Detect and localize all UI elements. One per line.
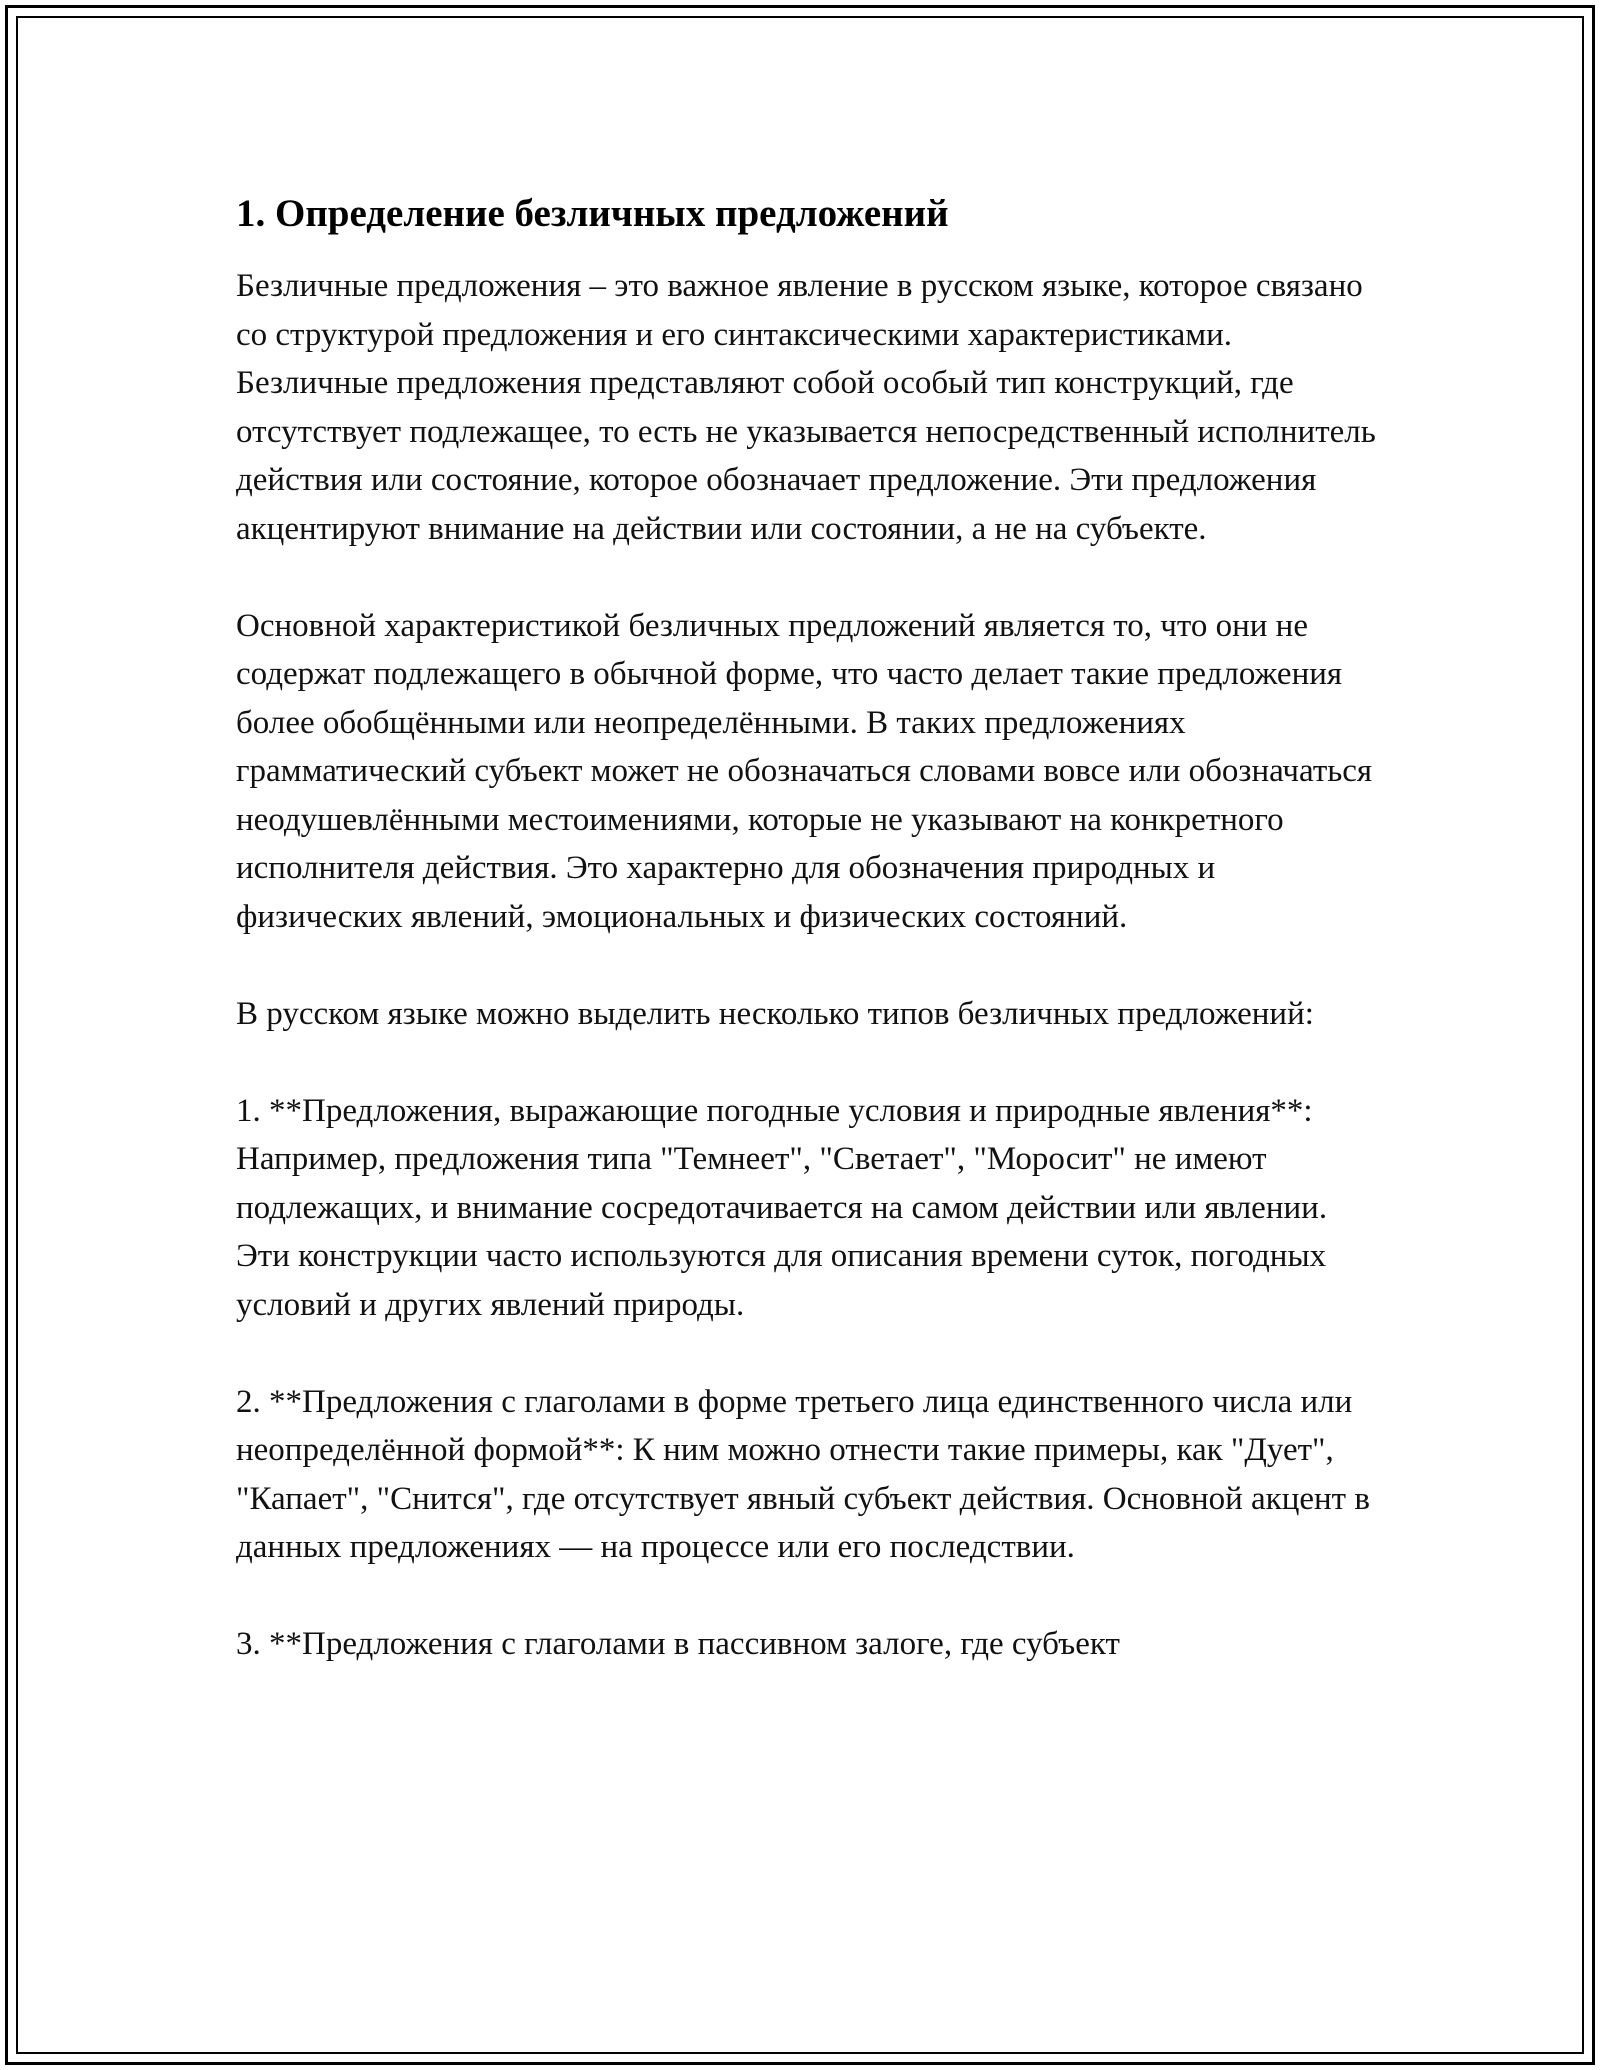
list-item-third-person: 2. **Предложения с глаголами в форме третьего лица единственного числа или неопределённой формой**: К ним можно отнести такие примеры, как "Дует", "Капает", "Снится", где отсутствует явный субъект действия. Основной акцент в данных предложениях — на процессе или его последствии.: [236, 1383, 1370, 1565]
list-item-weather: 1. **Предложения, выражающие погодные условия и природные явления**: Например, предложения типа "Темнеет", "Светает", "Моросит" не имеют подлежащих, и внимание сосредотачивается на самом действии или явлении. Эти конструкции часто используются для описания времени суток, погодных условий и других явлений природы.: [236, 1092, 1328, 1323]
paragraph-definition: Безличные предложения – это важное явление в русском языке, которое связано со структурой предложения и его синтаксическими характеристиками. Безличные предложения представляют собой особый тип конструкций, где отсутствует подлежащее, то есть не указывается непосредственный исполнитель действия или состояние, которое обозначает предложение. Эти предложения акцентируют внимание на действии или состоянии, а не на субъекте.: [236, 268, 1376, 547]
document-body: [236, 186, 1386, 1669]
paragraph-types-intro: В русском языке можно выделить несколько типов безличных предложений:: [236, 995, 1314, 1032]
section-heading: 1. Определение безличных предложений: [236, 192, 949, 235]
list-item-passive: 3. **Предложения с глаголами в пассивном залоге, где субъект: [236, 1626, 1120, 1662]
paragraph-characteristics: Основной характеристикой безличных предложений является то, что они не содержат подлежащего в обычной форме, что часто делает такие предложения более обобщёнными или неопределёнными. В таких предложениях грамматический субъект может не обозначаться словами вовсе или обозначаться неодушевлёнными местоимениями, которые не указывают на конкретного исполнителя действия. Это характерно для обозначения природных и физических явлений, эмоциональных и физических состояний.: [236, 607, 1373, 935]
